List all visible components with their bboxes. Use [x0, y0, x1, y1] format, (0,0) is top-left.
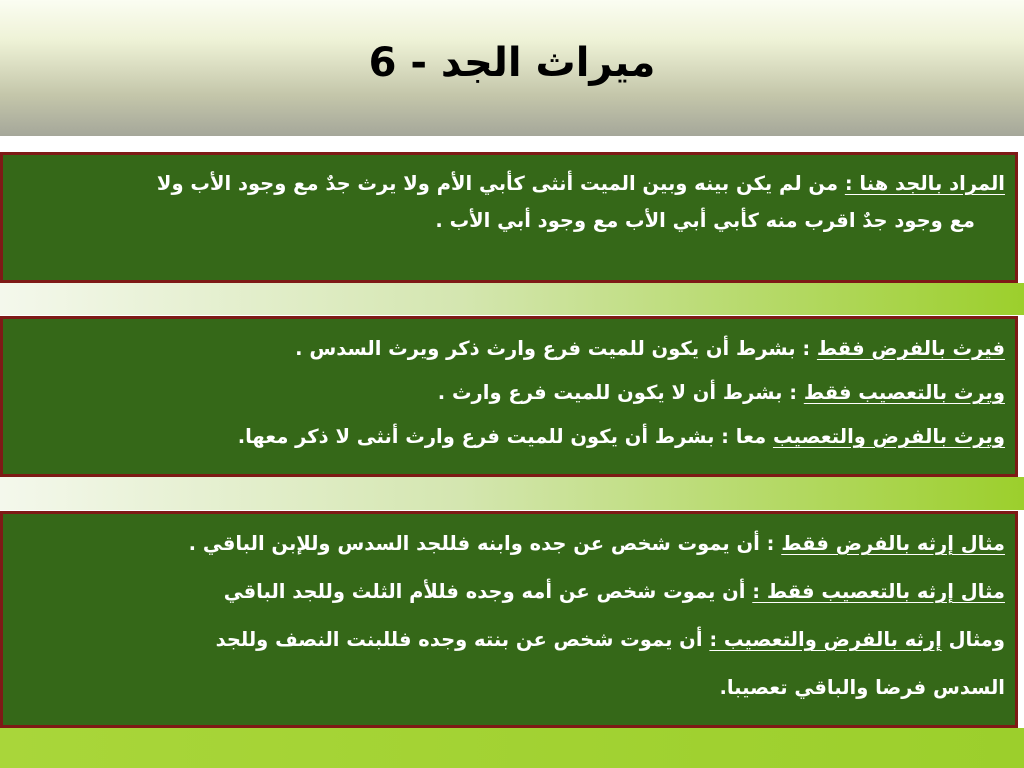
rules-box — [0, 316, 1018, 477]
slide-title: 6 - ميراث الجد — [368, 40, 656, 86]
example-line-1 — [13, 520, 1005, 568]
example-text: : أن يموت شخص عن جده وابنه فللجد السدس وللإبن الباقي . — [188, 532, 782, 555]
example-label: مثال إرثه بالفرض فقط — [781, 532, 1005, 555]
example-line-4 — [13, 664, 1005, 712]
rule-item — [13, 415, 1005, 459]
example-text: أن يموت شخص عن أمه وجده فللأم الثلث وللجد الباقي — [223, 580, 753, 603]
bottom-stripe — [0, 728, 1024, 768]
example-label: مثال إرثه بالتعصيب فقط : — [752, 580, 1005, 603]
examples-box — [0, 511, 1018, 728]
separator-stripe — [0, 283, 1024, 315]
definition-text-1: من لم يكن بينه وبين الميت أنثى كأبي الأم ولا يرث جدٌ مع وجود الأب ولا — [156, 172, 845, 195]
definition-label: المراد بالجد هنا : — [844, 172, 1005, 195]
rule-text: معا : بشرط أن يكون للميت فرع وارث أنثى لا ذكر معها. — [237, 425, 773, 448]
rule-item — [13, 327, 1005, 371]
rule-label: ويرث بالتعصيب فقط — [803, 381, 1005, 404]
example-text: أن يموت شخص عن بنته وجده فللبنت النصف وللجد — [215, 628, 710, 651]
rule-label: فيرث بالفرض فقط — [816, 337, 1005, 360]
example-line-3 — [13, 616, 1005, 664]
example-text: السدس فرضا والباقي تعصيبا. — [719, 676, 1005, 699]
separator-stripe — [0, 477, 1024, 510]
definition-line-2 — [13, 202, 1005, 239]
rule-text: : بشرط أن لا يكون للميت فرع وارث . — [437, 381, 804, 404]
example-label: إرثه بالفرض والتعصيب : — [709, 628, 942, 651]
example-line-2 — [13, 568, 1005, 616]
rule-text: : بشرط أن يكون للميت فرع وارث ذكر ويرث السدس . — [295, 337, 817, 360]
rule-item — [13, 371, 1005, 415]
definition-line-1 — [13, 165, 1005, 202]
example-prefix: ومثال — [941, 628, 1005, 651]
definition-text-2: مع وجود جدٌ اقرب منه كأبي أبي الأب مع وجود أبي الأب . — [435, 209, 975, 232]
rule-label: ويرث بالفرض والتعصيب — [772, 425, 1005, 448]
definition-box — [0, 152, 1018, 283]
